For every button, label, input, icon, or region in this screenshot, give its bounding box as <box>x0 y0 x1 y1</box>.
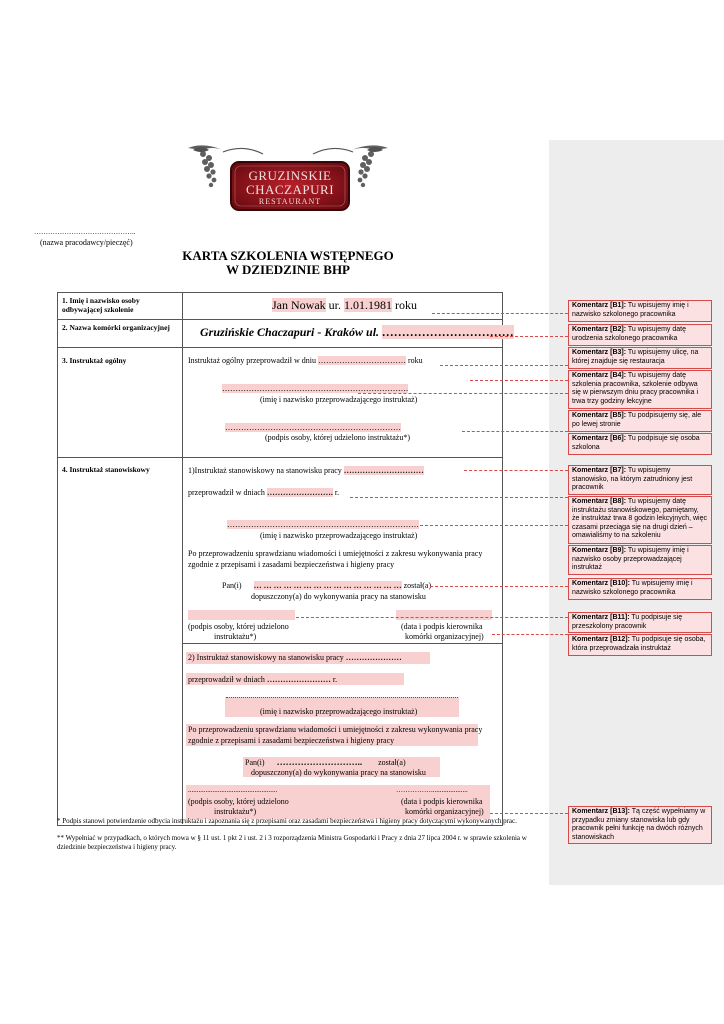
position1-trainee-signature[interactable] <box>188 610 295 620</box>
comment-b1[interactable]: Komentarz [B1]: Tu wpisujemy imię i nazwisko szkolonego pracownika <box>568 300 712 322</box>
position1-name[interactable]: ………………………… <box>343 466 424 475</box>
position1-instructor-label: (imię i nazwisko przeprowadzającego instruktaż) <box>260 531 418 540</box>
position1-instructor-line[interactable] <box>227 520 419 529</box>
comment-b11[interactable]: Komentarz [B11]: Tu podpisuje się przeszkolony pracownik <box>568 612 712 633</box>
position2-instructor-label: (imię i nazwisko przeprowadzającego instruktaż) <box>260 707 418 716</box>
trainee-name[interactable]: Jan Nowak <box>272 298 326 312</box>
position1-sign-right <box>401 622 484 642</box>
position2-trainee-name[interactable]: ……………………….. <box>276 757 363 767</box>
svg-text:CHACZAPURI: CHACZAPURI <box>245 182 335 197</box>
position1-instructor-name[interactable]: ……………………………………………………………… <box>227 520 419 529</box>
comment-connector <box>420 525 568 526</box>
roku-label-2: roku <box>407 356 423 365</box>
position1-pan-line <box>222 581 431 590</box>
position2-text: 2) Instruktaż stanowiskowy na stanowisku pracy <box>188 653 344 662</box>
comment-b13[interactable]: Komentarz [B13]: Tą część wypełniamy w przypadku zmiany stanowiska lub gdy pracownik pełni funkcję na dwóch różnych stanowiskach <box>568 806 712 844</box>
position1-admitted: dopuszczony(a) do wykonywania pracy na stanowisku <box>251 592 426 601</box>
zostal-label-2: został(a) <box>378 758 406 767</box>
zostal-label: został(a) <box>403 581 432 590</box>
position1-line <box>188 466 424 475</box>
sign-left-line1: (podpis osoby, której udzielono <box>188 622 289 631</box>
ur-label: ur. <box>328 298 341 312</box>
title-line-1: KARTA SZKOLENIA WSTĘPNEGO <box>182 248 394 263</box>
general-instructor-label: (imię i nazwisko przeprowadzającego instruktaż) <box>260 395 418 404</box>
general-instructor-name[interactable]: ……………………………………………………………. <box>222 384 408 393</box>
row-divider <box>57 347 502 348</box>
position1-manager-signature[interactable] <box>396 610 492 620</box>
general-training-line <box>188 356 423 365</box>
sign-left-line2: instruktażu*) <box>214 632 257 641</box>
comment-connector <box>440 365 568 366</box>
pan-label-2: Pan(i) <box>245 758 265 767</box>
comment-b2[interactable]: Komentarz [B2]: Tu wpisujemy datę urodzenia szkolonego pracownika <box>568 324 712 346</box>
comment-connector <box>350 497 568 498</box>
row-divider <box>182 643 502 644</box>
comment-connector <box>296 617 568 618</box>
svg-text:GRUZINSKIE: GRUZINSKIE <box>248 168 332 183</box>
pan-label: Pan(i) <box>222 581 242 590</box>
sign-right-line1: (data i podpis kierownika <box>401 622 483 631</box>
position2-instructor-line[interactable] <box>226 697 458 698</box>
position2-dates-line <box>188 675 337 684</box>
comment-connector <box>490 813 568 814</box>
position2-sign-left <box>188 797 289 817</box>
comment-connector <box>470 380 568 381</box>
footnote-2: ** Wypełniać w przypadkach, o których mowa w § 11 ust. 1 pkt 2 i ust. 2 i 3 rozporządzenia Ministra Gospodarki i Pracy z dnia 27 lipca 2004 r. w sprawie szkolenia w dziedzinie bezpieczeństwa i higieny pracy. <box>57 834 527 851</box>
comment-b10[interactable]: Komentarz [B10]: Tu wpisujemy imię i nazwisko szkolonego pracownika <box>568 578 712 600</box>
department-street[interactable]: …………………………… <box>382 325 515 339</box>
row-divider <box>57 319 502 320</box>
table-col-divider <box>182 292 183 824</box>
general-instructor-line[interactable] <box>222 384 408 393</box>
position1-trainee-name[interactable]: … … … … … … … … … … … … … … … <box>253 581 402 590</box>
trainee-birthdate[interactable]: 1.01.1981 <box>344 298 392 312</box>
sign-right-line1-b: (data i podpis kierownika <box>401 797 483 806</box>
comment-b8[interactable]: Komentarz [B8]: Tu wpisujemy datę instruktażu stanowiskowego, pamiętamy, że instruktaż trwa 8 godzin lekcyjnych, więc czasami przeciąga się na drugi dzień – omawialiśmy to na szkoleniu <box>568 496 712 544</box>
r-label-2: r. <box>332 675 338 684</box>
position1-dates-line <box>188 488 339 497</box>
position2-line <box>188 653 402 662</box>
general-training-date[interactable]: …………………………… <box>317 356 406 365</box>
comment-connector <box>490 336 568 337</box>
comment-connector <box>464 470 568 471</box>
general-signature-label: (podpis osoby, której udzielono instruktażu*) <box>265 433 411 442</box>
restaurant-logo <box>183 140 393 226</box>
position2-sign-right <box>401 797 484 817</box>
position2-sign-left-dots[interactable]: ................................................... <box>188 786 278 794</box>
employer-label: (nazwa pracodawcy/pieczęć) <box>40 238 133 247</box>
comment-connector <box>462 431 568 432</box>
r-label: r. <box>334 488 340 497</box>
department-value: Gruzińskie Chaczapuri - Kraków ul. <box>200 325 380 339</box>
general-training-text: Instruktaż ogólny przeprowadził w dniu <box>188 356 316 365</box>
employer-dots: …………………………………….. <box>34 228 136 236</box>
sign-left-line1-b: (podpis osoby, której udzielono <box>188 797 289 806</box>
position1-dates-label: przeprowadził w dniach <box>188 488 265 497</box>
comment-b7[interactable]: Komentarz [B7]: Tu wpisujemy stanowisko, na którym zatrudniony jest pracownik <box>568 465 712 495</box>
position2-dates-label: przeprowadził w dniach <box>188 675 265 684</box>
sign-right-line2-b: komórki organizacyjnej) <box>405 807 484 816</box>
position1-text: 1)Instruktaż stanowiskowy na stanowisku pracy <box>188 466 342 475</box>
trainee-field[interactable] <box>272 298 417 313</box>
row-label-position: 4. Instruktaż stanowiskowy <box>62 465 150 474</box>
position2-dates[interactable]: …………………… <box>266 675 331 684</box>
logo-graphic <box>183 140 393 226</box>
comment-b4[interactable]: Komentarz [B4]: Tu wpisujemy datę szkolenia pracownika, szkolenie odbywa się w pierwszym dniu pracy pracownika i trwa trzy godziny lekcyjne <box>568 370 712 409</box>
comment-connector <box>358 393 568 394</box>
row-label-trainee: 1. Imię i nazwisko osoby odbywającej szkolenie <box>62 296 140 314</box>
position2-admitted: dopuszczony(a) do wykonywania pracy na stanowisku <box>251 768 426 777</box>
roku-label: roku <box>395 298 417 312</box>
comment-b12[interactable]: Komentarz [B12]: Tu podpisuje się osoba, która przeprowadzała instruktaż <box>568 634 712 656</box>
comment-connector <box>492 634 568 635</box>
comment-connector <box>430 586 568 587</box>
position1-sign-left <box>188 622 289 642</box>
svg-text:RESTAURANT: RESTAURANT <box>258 197 322 206</box>
position2-sign-right-dots[interactable]: ……………..................... <box>396 786 468 794</box>
position1-dates[interactable]: ……………………. <box>266 488 333 497</box>
comment-b6[interactable]: Komentarz [B6]: Tu podpisuje się osoba szkolona <box>568 433 712 455</box>
sign-right-line2: komórki organizacyjnej) <box>405 632 484 641</box>
page-title <box>150 249 426 277</box>
position1-check-text: Po przeprowadzeniu sprawdzianu wiadomości i umiejętności z zakresu wykonywania pracy zgodnie z przepisami i zasadami bezpieczeństwa i higieny pracy <box>188 549 483 569</box>
comment-b3[interactable]: Komentarz [B3]: Tu wpisujemy ulicę, na której znajduje się restauracja <box>568 347 712 369</box>
comment-connector <box>432 313 568 314</box>
department-field[interactable] <box>200 325 514 340</box>
position2-name[interactable]: ………………… <box>345 653 402 662</box>
general-trainee-signature[interactable]: ………………………………………………………… <box>225 423 401 432</box>
row-divider <box>57 457 502 458</box>
title-line-2: W DZIEDZINIE BHP <box>225 262 350 277</box>
general-signature-line[interactable] <box>225 423 401 432</box>
row-label-general: 3. Instruktaż ogólny <box>62 356 127 365</box>
footnote-1: * Podpis stanowi potwierdzenie odbycia instruktażu i zapoznania się z przepisami oraz zasadami bezpieczeństwa i higieny pracy dotyczącymi wykonywanych prac. <box>57 817 517 825</box>
position2-pan-line <box>245 757 406 767</box>
position2-check-text: Po przeprowadzeniu sprawdzianu wiadomości i umiejętności z zakresu wykonywania pracy zgodnie z przepisami i zasadami bezpieczeństwa i higieny pracy <box>188 725 483 745</box>
sign-left-line2-b: instruktażu*) <box>214 807 257 816</box>
comment-b5[interactable]: Komentarz [B5]: Tu podpisujemy się, ale po lewej stronie <box>568 410 712 432</box>
comment-b9[interactable]: Komentarz [B9]: Tu wpisujemy imię i nazwisko osoby przeprowadzającej instruktaż <box>568 545 712 575</box>
row-label-department: 2. Nazwa komórki organizacyjnej <box>62 323 170 332</box>
